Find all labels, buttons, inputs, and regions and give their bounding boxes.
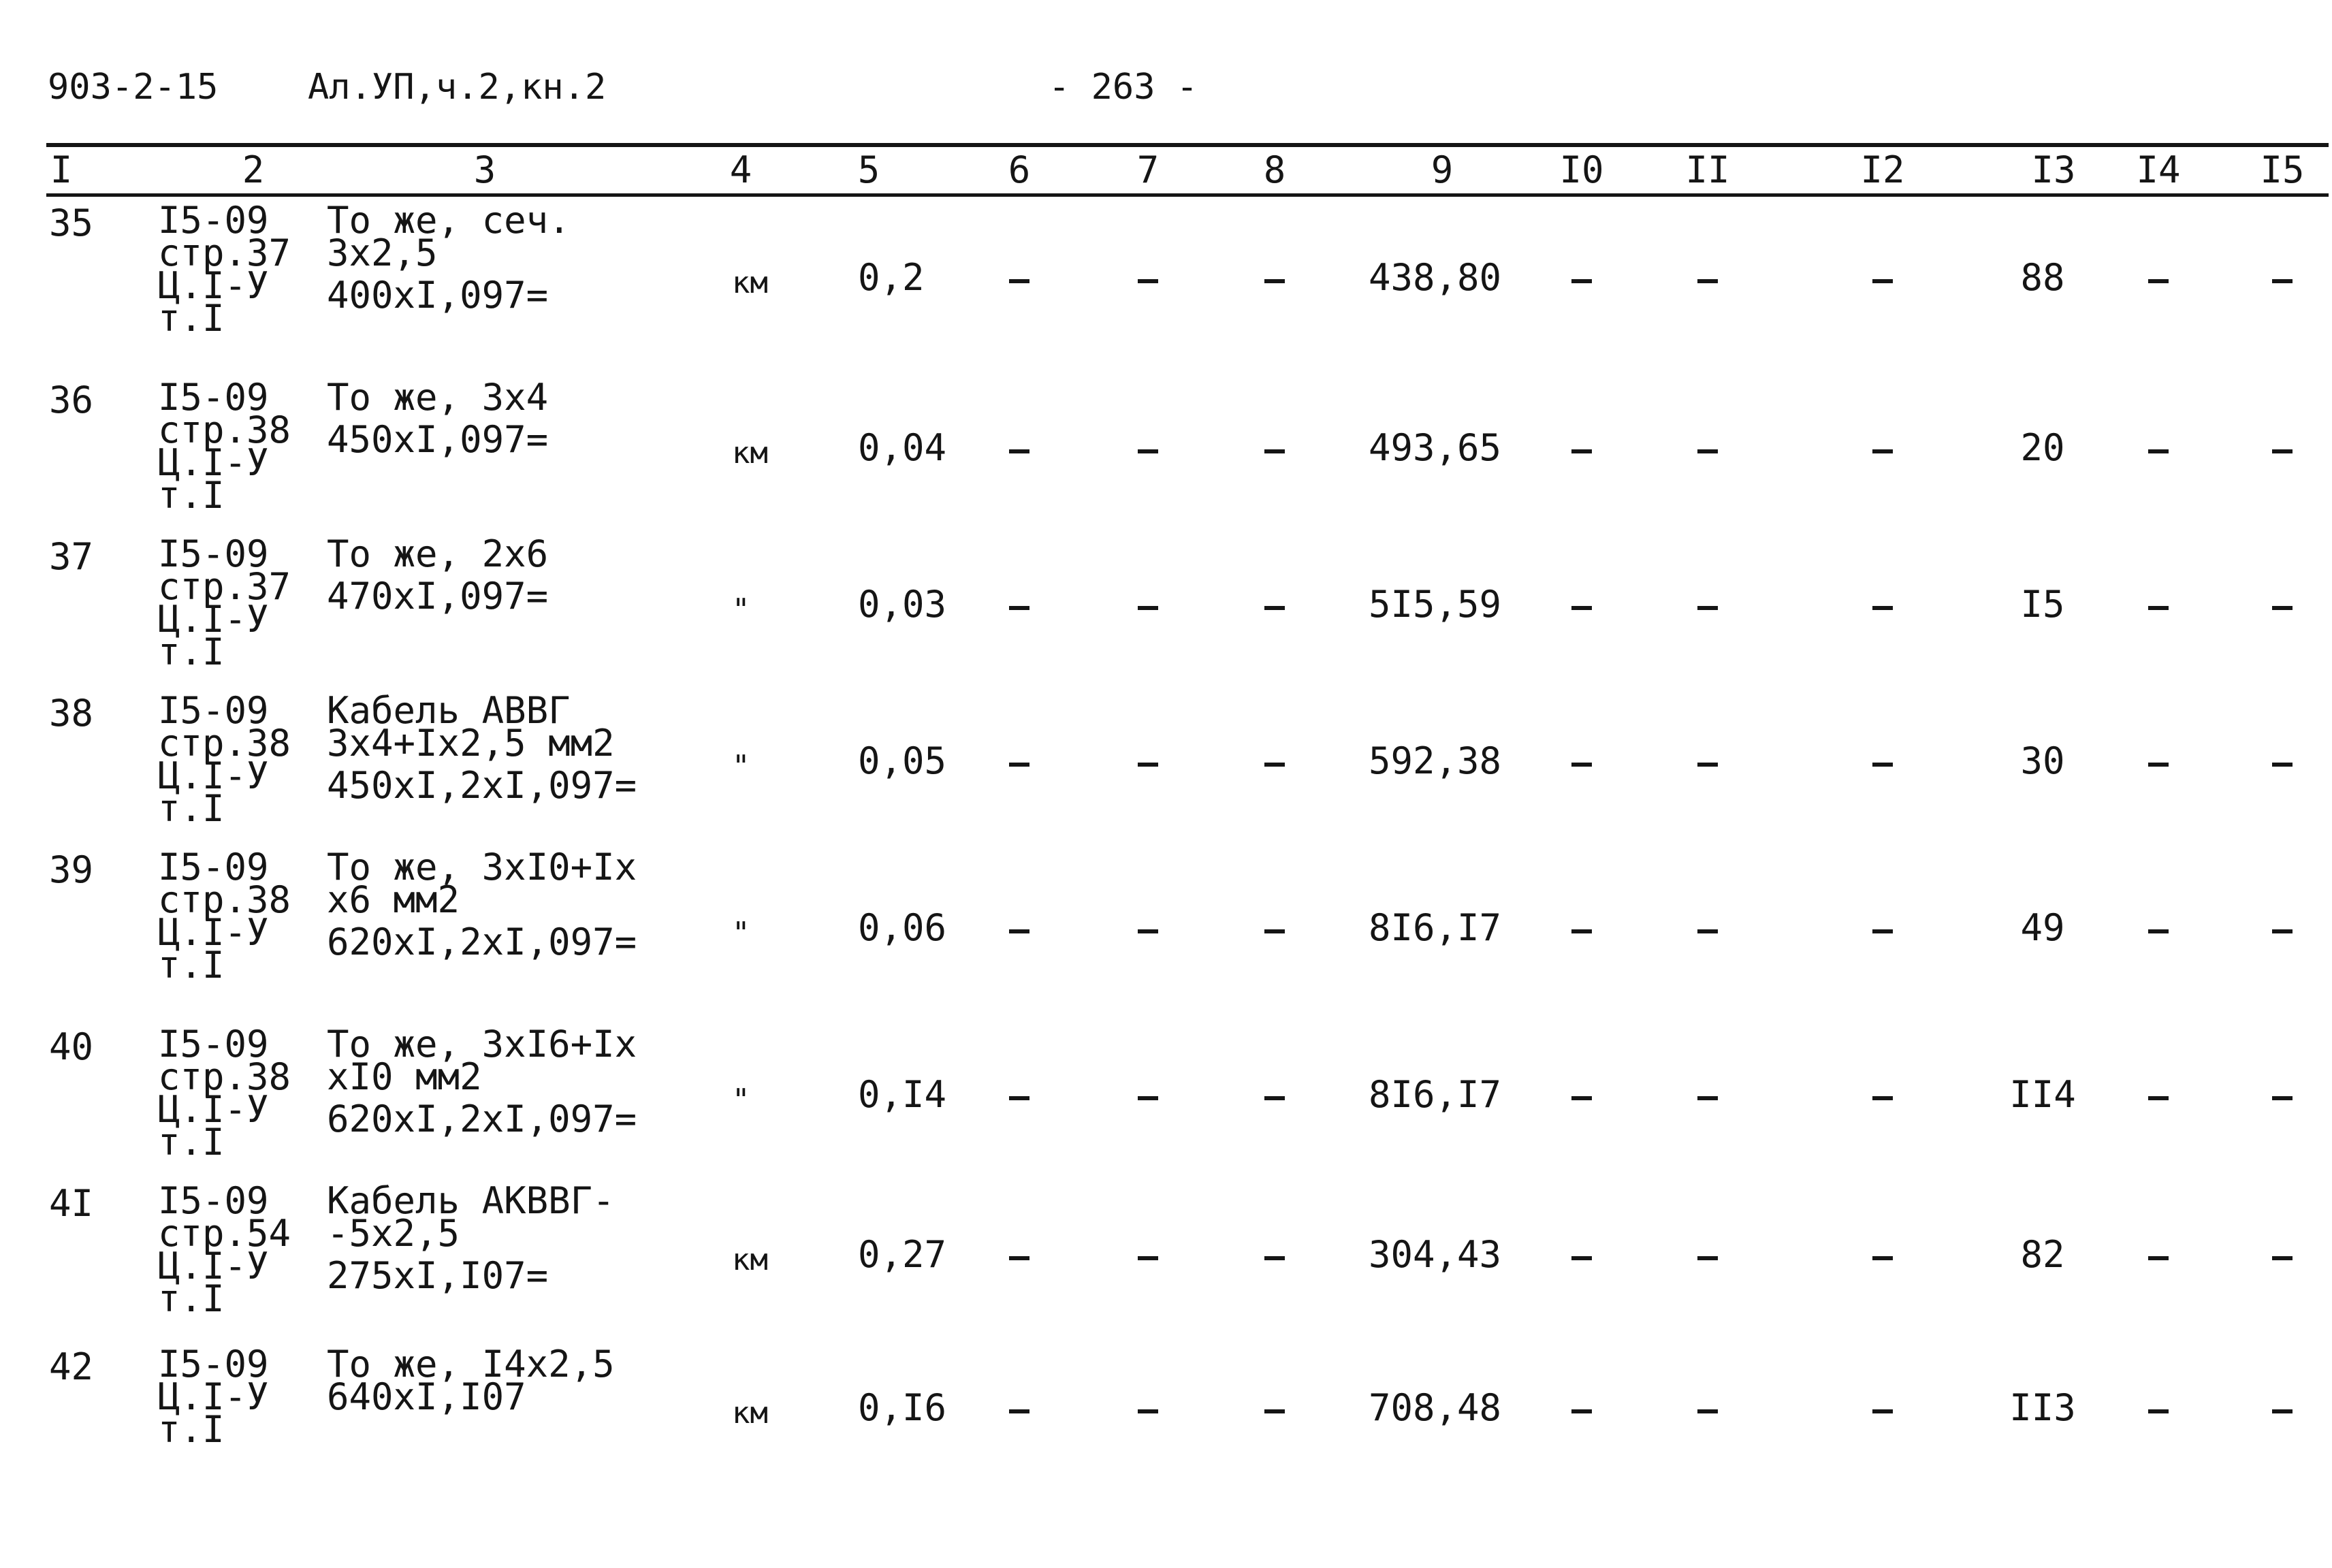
description-line: То же, 3х4 <box>327 376 549 419</box>
reference-line: Ц.I-У <box>158 598 269 641</box>
description-line: 640хI,I07 <box>327 1375 526 1418</box>
item-description <box>327 199 571 317</box>
column-header-12: I2 <box>1860 148 1905 191</box>
empty-dash <box>1138 1096 1158 1100</box>
empty-dash <box>1697 449 1718 453</box>
reference-line: I5-09 <box>158 1343 269 1386</box>
description-line: Кабель АВВГ <box>327 689 571 732</box>
reference-line: т.I <box>158 1277 225 1320</box>
column-header-8: 8 <box>1263 148 1286 191</box>
empty-dash <box>2148 1256 2169 1260</box>
description-line: 450хI,097= <box>327 418 549 461</box>
empty-dash <box>2148 449 2169 453</box>
table-row <box>0 532 2332 688</box>
reference-line: т.I <box>158 1121 225 1164</box>
empty-dash <box>1571 929 1592 933</box>
empty-dash <box>2272 1256 2293 1260</box>
column-header-9: 9 <box>1431 148 1454 191</box>
item-description <box>327 532 549 618</box>
description-line: 3х4+Iх2,5 мм2 <box>327 722 615 765</box>
empty-dash <box>1264 449 1285 453</box>
empty-dash <box>1009 1409 1029 1413</box>
description-line: 400хI,097= <box>327 274 549 317</box>
description-line: 450хI,2хI,097= <box>327 764 637 807</box>
reference-line: Ц.I-У <box>158 1375 269 1418</box>
column-header-5: 5 <box>857 148 880 191</box>
empty-dash <box>1872 1409 1893 1413</box>
quantity: 0,06 <box>858 906 947 949</box>
quantity: 0,I4 <box>858 1073 947 1116</box>
reference-line: I5-09 <box>158 1179 269 1222</box>
empty-dash <box>1264 1256 1285 1260</box>
empty-dash <box>2272 606 2293 610</box>
column-header-10: I0 <box>1559 148 1604 191</box>
reference-line: стр.54 <box>158 1212 291 1255</box>
reference-line: I5-09 <box>158 532 269 575</box>
unit: км <box>732 1243 768 1277</box>
description-line: 275хI,I07= <box>327 1254 549 1297</box>
empty-dash <box>1264 763 1285 767</box>
table-top-rule <box>46 143 2329 147</box>
reference-line: Ц.I-У <box>158 754 269 797</box>
unit: " <box>732 749 750 784</box>
value-col-13: 88 <box>2020 256 2065 299</box>
table-row <box>0 1179 2332 1341</box>
reference-code <box>158 532 291 673</box>
empty-dash <box>1872 279 1893 283</box>
value-col-13: 82 <box>2020 1233 2065 1276</box>
item-description <box>327 689 637 807</box>
value-col-9: 8I6,I7 <box>1369 906 1502 949</box>
description-line: х6 мм2 <box>327 878 460 921</box>
empty-dash <box>1872 1256 1893 1260</box>
empty-dash <box>1571 763 1592 767</box>
unit: км <box>732 266 768 300</box>
unit: " <box>732 592 750 627</box>
row-number: 39 <box>49 848 94 891</box>
value-col-9: 708,48 <box>1369 1386 1502 1429</box>
column-header-3: 3 <box>473 148 496 191</box>
unit: " <box>732 1083 750 1117</box>
empty-dash <box>1264 1096 1285 1100</box>
unit: " <box>732 916 750 950</box>
empty-dash <box>2272 1096 2293 1100</box>
column-header-13: I3 <box>2031 148 2076 191</box>
empty-dash <box>1571 279 1592 283</box>
reference-code <box>158 1179 291 1320</box>
table-row <box>0 376 2332 531</box>
table-row <box>0 199 2332 368</box>
empty-dash <box>2148 763 2169 767</box>
row-number: 4I <box>49 1182 94 1225</box>
item-description <box>327 376 549 461</box>
empty-dash <box>2272 929 2293 933</box>
empty-dash <box>1697 279 1718 283</box>
empty-dash <box>1872 449 1893 453</box>
empty-dash <box>1571 1409 1592 1413</box>
description-line: 470хI,097= <box>327 575 549 618</box>
quantity: 0,04 <box>858 426 947 469</box>
description-line: Кабель АКВВГ- <box>327 1179 615 1222</box>
quantity: 0,05 <box>858 739 947 782</box>
reference-code <box>158 689 291 830</box>
empty-dash <box>1697 606 1718 610</box>
quantity: 0,2 <box>858 256 925 299</box>
row-number: 37 <box>49 535 94 578</box>
reference-code <box>158 376 291 517</box>
unit: км <box>732 436 768 470</box>
table-header-rule <box>46 193 2329 197</box>
empty-dash <box>1264 1409 1285 1413</box>
reference-line: стр.38 <box>158 1055 291 1098</box>
column-header-14: I4 <box>2136 148 2181 191</box>
empty-dash <box>2148 279 2169 283</box>
empty-dash <box>1138 763 1158 767</box>
empty-dash <box>1264 606 1285 610</box>
empty-dash <box>1138 1256 1158 1260</box>
empty-dash <box>1872 763 1893 767</box>
reference-line: Ц.I-У <box>158 1245 269 1287</box>
value-col-13: II3 <box>2009 1386 2076 1429</box>
value-col-13: 20 <box>2020 426 2065 469</box>
reference-code <box>158 1343 269 1451</box>
quantity: 0,27 <box>858 1233 947 1276</box>
description-line: хI0 мм2 <box>327 1055 482 1098</box>
description-line: То же, I4х2,5 <box>327 1343 615 1386</box>
value-col-13: 49 <box>2020 906 2065 949</box>
empty-dash <box>1697 763 1718 767</box>
reference-line: т.I <box>158 1408 225 1451</box>
description-line: То же, сеч. <box>327 199 571 242</box>
empty-dash <box>1697 1096 1718 1100</box>
reference-line: I5-09 <box>158 1023 269 1066</box>
empty-dash <box>2272 279 2293 283</box>
reference-line: т.I <box>158 297 225 340</box>
reference-code <box>158 846 291 987</box>
empty-dash <box>1138 279 1158 283</box>
quantity: 0,I6 <box>858 1386 947 1429</box>
reference-line: I5-09 <box>158 199 269 242</box>
row-number: 38 <box>49 692 94 735</box>
description-line: -5х2,5 <box>327 1212 460 1255</box>
empty-dash <box>2272 763 2293 767</box>
empty-dash <box>1009 606 1029 610</box>
reference-line: стр.38 <box>158 878 291 921</box>
row-number: 42 <box>49 1345 94 1388</box>
reference-line: Ц.I-У <box>158 264 269 307</box>
column-header-15: I5 <box>2260 148 2305 191</box>
empty-dash <box>1872 929 1893 933</box>
page-number: - 263 - <box>1049 67 1198 108</box>
row-number: 36 <box>49 379 94 421</box>
empty-dash <box>1138 449 1158 453</box>
reference-line: I5-09 <box>158 376 269 419</box>
empty-dash <box>1009 1256 1029 1260</box>
row-number: 40 <box>49 1025 94 1068</box>
description-line: 620хI,2хI,097= <box>327 921 637 963</box>
column-header-2: 2 <box>242 148 265 191</box>
empty-dash <box>1264 279 1285 283</box>
reference-code <box>158 199 291 340</box>
column-header-11: II <box>1685 148 1730 191</box>
empty-dash <box>2272 449 2293 453</box>
value-col-9: 592,38 <box>1369 739 1502 782</box>
empty-dash <box>1009 763 1029 767</box>
reference-line: т.I <box>158 787 225 830</box>
row-number: 35 <box>49 202 94 244</box>
reference-line: т.I <box>158 630 225 673</box>
empty-dash <box>1009 279 1029 283</box>
empty-dash <box>1264 929 1285 933</box>
reference-line: стр.37 <box>158 231 291 274</box>
empty-dash <box>1697 929 1718 933</box>
empty-dash <box>1571 1256 1592 1260</box>
empty-dash <box>1138 1409 1158 1413</box>
reference-line: стр.38 <box>158 409 291 451</box>
empty-dash <box>2148 1096 2169 1100</box>
value-col-9: 304,43 <box>1369 1233 1502 1276</box>
value-col-13: 30 <box>2020 739 2065 782</box>
doc-code: 903-2-15 <box>48 67 219 108</box>
value-col-9: 493,65 <box>1369 426 1502 469</box>
empty-dash <box>1009 1096 1029 1100</box>
item-description <box>327 1023 637 1140</box>
column-header-7: 7 <box>1136 148 1160 191</box>
reference-line: стр.37 <box>158 565 291 608</box>
column-header-6: 6 <box>1008 148 1031 191</box>
table-row <box>0 689 2332 844</box>
description-line: 3х2,5 <box>327 231 438 274</box>
reference-line: т.I <box>158 474 225 517</box>
reference-line: I5-09 <box>158 846 269 889</box>
table-row <box>0 1023 2332 1178</box>
value-col-9: 5I5,59 <box>1369 583 1502 626</box>
column-header-1: I <box>50 148 73 191</box>
empty-dash <box>1138 606 1158 610</box>
value-col-9: 438,80 <box>1369 256 1502 299</box>
reference-line: Ц.I-У <box>158 441 269 484</box>
quantity: 0,03 <box>858 583 947 626</box>
item-description <box>327 846 637 963</box>
empty-dash <box>1872 606 1893 610</box>
description-line: То же, 2х6 <box>327 532 549 575</box>
reference-line: т.I <box>158 944 225 987</box>
empty-dash <box>2272 1409 2293 1413</box>
empty-dash <box>1571 606 1592 610</box>
description-line: То же, 3хI0+Iх <box>327 846 637 889</box>
unit: км <box>732 1396 768 1430</box>
empty-dash <box>2148 606 2169 610</box>
column-header-4: 4 <box>729 148 752 191</box>
reference-line: Ц.I-У <box>158 1088 269 1131</box>
reference-line: I5-09 <box>158 689 269 732</box>
empty-dash <box>1697 1256 1718 1260</box>
item-description <box>327 1179 615 1297</box>
value-col-9: 8I6,I7 <box>1369 1073 1502 1116</box>
reference-line: стр.38 <box>158 722 291 765</box>
table-row <box>0 846 2332 1021</box>
empty-dash <box>1009 449 1029 453</box>
description-line: 620хI,2хI,097= <box>327 1098 637 1140</box>
reference-code <box>158 1023 291 1164</box>
empty-dash <box>1009 929 1029 933</box>
table-row <box>0 1343 2332 1484</box>
empty-dash <box>1872 1096 1893 1100</box>
empty-dash <box>1571 449 1592 453</box>
empty-dash <box>1138 929 1158 933</box>
value-col-13: II4 <box>2009 1073 2076 1116</box>
book-reference: Ал.УП,ч.2,кн.2 <box>308 67 607 108</box>
item-description <box>327 1343 615 1423</box>
reference-line: Ц.I-У <box>158 911 269 954</box>
value-col-13: I5 <box>2020 583 2065 626</box>
empty-dash <box>2148 1409 2169 1413</box>
empty-dash <box>1571 1096 1592 1100</box>
empty-dash <box>2148 929 2169 933</box>
empty-dash <box>1697 1409 1718 1413</box>
description-line: То же, 3хI6+Iх <box>327 1023 637 1066</box>
